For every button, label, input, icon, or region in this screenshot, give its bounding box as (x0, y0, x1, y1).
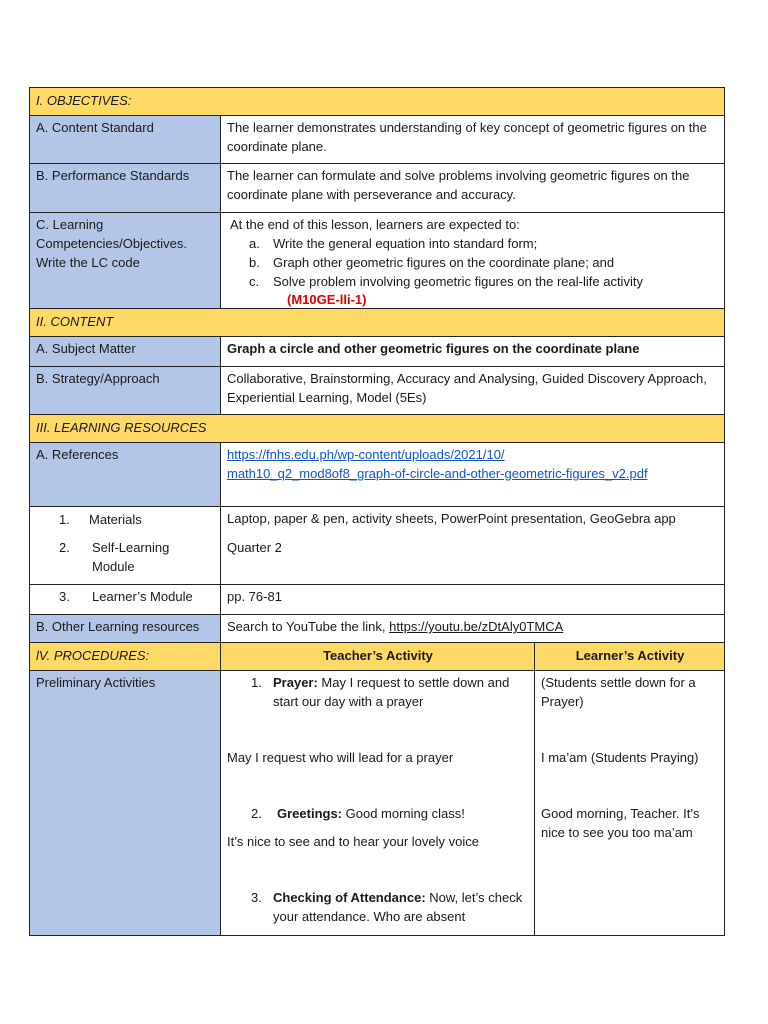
references-label: A. References (30, 443, 221, 507)
prayer-response: (Students settle down for a Prayer) (541, 675, 696, 709)
preliminary-activities-row (30, 671, 725, 936)
list-item (227, 272, 719, 291)
subject-matter-label: A. Subject Matter (30, 337, 221, 367)
content-standard-text: The learner demonstrates understanding of key concept of geometric figures on the coordinate plane. (221, 116, 725, 164)
learners-module-text: pp. 76-81 (221, 585, 725, 615)
lc-code: (M10GE-lli-1) (287, 292, 367, 307)
attendance-text: Now, let’s check your attendance. Who are absent (273, 890, 523, 924)
competencies-intro: At the end of this lesson, learners are expected to: (230, 217, 520, 232)
materials-label-cell (30, 507, 221, 585)
list-item (227, 253, 719, 272)
list-item (36, 587, 215, 606)
preliminary-activities-label: Preliminary Activities (30, 671, 221, 936)
reference-link-line2: math10_q2_mod8of8_graph-of-circle-and-other-geometric-figures_v2.pdf (227, 466, 648, 481)
objectives-header-row (30, 88, 725, 116)
self-learning-module-label: Self-Learning Module (92, 540, 170, 574)
competencies-label: C. Learning Competencies/Objectives. Write the LC code (30, 213, 221, 309)
content-standard-label: A. Content Standard (30, 116, 221, 164)
resources-header: III. LEARNING RESOURCES (30, 415, 725, 443)
materials-text: Laptop, paper & pen, activity sheets, PowerPoint presentation, GeoGebra app (227, 511, 676, 526)
content-standard-row (30, 116, 725, 164)
lesson-plan-table (29, 87, 725, 936)
learner-activity-cell (535, 671, 725, 936)
list-item-text: Write the general equation into standard form; (273, 236, 538, 251)
content-header: II. CONTENT (30, 309, 725, 337)
procedures-header: lV. PROCEDURES: (30, 643, 221, 671)
other-resources-text: Search to YouTube the link, (227, 619, 390, 634)
strategy-row (30, 367, 725, 415)
list-item (227, 888, 529, 926)
nice-to-see-text: It’s nice to see and to hear your lovely voice (227, 834, 479, 849)
performance-standards-label: B. Performance Standards (30, 164, 221, 213)
youtube-link[interactable]: https://youtu.be/zDtAly0TMCA (389, 619, 564, 634)
learners-module-row (30, 585, 725, 615)
materials-cell (221, 507, 725, 585)
content-header-row (30, 309, 725, 337)
competencies-cell (221, 213, 725, 309)
list-marker: 2. (59, 540, 70, 555)
resources-header-row (30, 415, 725, 443)
teacher-activity-cell (221, 671, 535, 936)
greetings-label: Greetings: (277, 806, 343, 821)
reference-link[interactable] (227, 447, 648, 481)
other-resources-row (30, 615, 725, 643)
materials-row (30, 507, 725, 585)
list-marker: b. (249, 255, 260, 270)
lesson-plan-document (29, 87, 724, 936)
procedures-header-row (30, 643, 725, 671)
list-item-text: Graph other geometric figures on the coordinate plane; and (273, 255, 615, 270)
list-marker: 1. (251, 675, 262, 690)
prayer-text: May I request to settle down and start our day with a prayer (273, 675, 510, 709)
list-marker: 1. (59, 512, 70, 527)
list-item (36, 538, 215, 576)
list-item-text: Solve problem involving geometric figures on the real-life activity (273, 274, 643, 289)
competencies-list (227, 234, 719, 291)
subject-matter-row (30, 337, 725, 367)
list-marker: a. (249, 236, 260, 251)
greetings-text: Good morning class! (342, 806, 465, 821)
prayer-label: Prayer: (273, 675, 318, 690)
lead-prayer-text: May I request who will lead for a prayer (227, 750, 454, 765)
list-item (227, 673, 529, 711)
other-resources-cell (221, 615, 725, 643)
greetings-response: Good morning, Teacher. It’s nice to see you too ma’am (541, 806, 700, 840)
list-marker: 2. (251, 806, 262, 821)
materials-label: Materials (89, 512, 142, 527)
references-row (30, 443, 725, 507)
list-marker: c. (249, 274, 260, 289)
performance-standards-row (30, 164, 725, 213)
learners-module-label-cell (30, 585, 221, 615)
subject-matter-text: Graph a circle and other geometric figures on the coordinate plane (221, 337, 725, 367)
list-marker: 3. (59, 589, 70, 604)
teacher-activity-header: Teacher’s Activity (221, 643, 535, 671)
references-cell (221, 443, 725, 507)
other-resources-label: B. Other Learning resources (30, 615, 221, 643)
list-item (227, 234, 719, 253)
strategy-label: B. Strategy/Approach (30, 367, 221, 415)
learners-module-label: Learner’s Module (92, 589, 193, 604)
reference-link-line1: https://fnhs.edu.ph/wp-content/uploads/2021/10/ (227, 447, 505, 462)
competencies-row (30, 213, 725, 309)
self-learning-module-text: Quarter 2 (227, 540, 282, 555)
lead-prayer-response: I ma’am (Students Praying) (541, 750, 699, 765)
performance-standards-text: The learner can formulate and solve problems involving geometric figures on the coordinate plane with perseverance and accuracy. (221, 164, 725, 213)
list-item (36, 510, 215, 529)
list-marker: 3. (251, 890, 262, 905)
attendance-label: Checking of Attendance: (273, 890, 426, 905)
strategy-text: Collaborative, Brainstorming, Accuracy and Analysing, Guided Discovery Approach, Experiential Learning, Model (5Es) (221, 367, 725, 415)
objectives-header: I. OBJECTIVES: (30, 88, 725, 116)
learner-activity-header: Learner’s Activity (535, 643, 725, 671)
list-item (227, 804, 529, 823)
